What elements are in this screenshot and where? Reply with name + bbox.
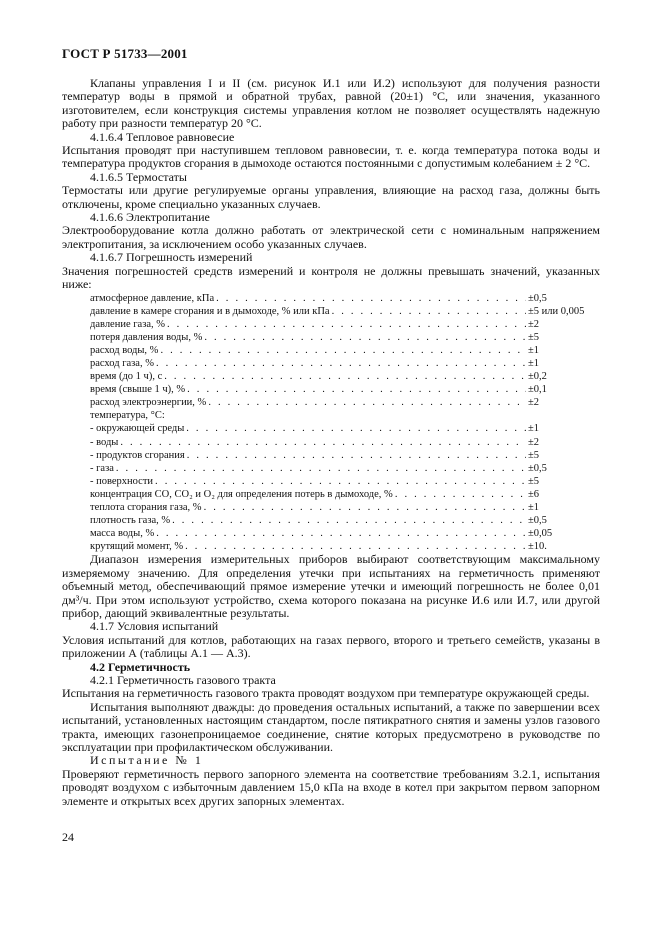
list-item: давление в камере сгорания и в дымоходе, % или кПа . . . ±5 или 0,005 <box>90 305 600 318</box>
paragraph-measurement-error: Значения погрешностей средств измерений и контроля не должны превышать значений, указанных ниже: <box>62 263 600 292</box>
list-item: масса воды, % . . . ±0,05 <box>90 527 600 540</box>
list-item: - поверхности . . . ±5 <box>90 475 600 488</box>
heading-4-1-6-5: 4.1.6.5 Термостаты <box>90 169 187 184</box>
list-item: давление газа, % . . . ±2 <box>90 318 600 331</box>
heading-test-1: Испытание № 1 <box>90 753 204 768</box>
heading-4-1-7: 4.1.7 Условия испытаний <box>90 619 219 634</box>
paragraph-control-valves: Клапаны управления I и II (см. рисунок И.1 или И.2) используют для получения разности температур воды в прямой и обратной трубах, равной (20±1) °С, или значения, указанного изготовителем, если конструкция системы управления котлом не позволяет осуществлять надежную работу при разности температур 20 °С. <box>62 76 600 131</box>
list-item: теплота сгорания газа, % . . . ±1 <box>90 501 600 514</box>
heading-4-2: 4.2 Герметичность <box>90 659 191 674</box>
list-item: - окружающей среды . . . ±1 <box>90 422 600 435</box>
heading-4-1-6-4: 4.1.6.4 Тепловое равновесие <box>90 129 235 144</box>
paragraph-thermostats: Термостаты или другие регулируемые органы управления, влияющие на расход газа, должны быть отключены, кроме специально указанных случаев. <box>62 183 600 211</box>
list-item: атмосферное давление, кПа . . . ±0,5 <box>90 292 600 305</box>
list-item: время (свыше 1 ч), % . . . ±0,1 <box>90 383 600 396</box>
list-item: время (до 1 ч), с . . . ±0,2 <box>90 370 600 383</box>
heading-4-1-6-7: 4.1.6.7 Погрешность измерений <box>90 250 253 265</box>
list-item: температура, °С: <box>90 410 165 422</box>
paragraph-thermal-equilibrium: Испытания проводят при наступившем тепловом равновесии, т. е. когда температура потока воды и температура продуктов сгорания в дымоходе остаются постоянными с допустимым колебанием ± 2 °С. <box>62 143 600 171</box>
list-item: крутящий момент, % . . . ±10. <box>90 540 600 553</box>
paragraph-power-supply: Электрооборудование котла должно работать от электрической сети с номинальным напряжением электропитания, за исключением особо указанных случаев. <box>62 223 600 251</box>
document-header: ГОСТ Р 51733—2001 <box>62 46 188 61</box>
list-item: концентрация CO, CO₂ и O₂ для определения потерь в дымоходе, % . . . ±6 <box>90 488 600 501</box>
heading-4-2-1: 4.2.1 Герметичность газового тракта <box>90 673 276 688</box>
paragraph-test-conditions: Условия испытаний для котлов, работающих на газах первого, второго и третьего семейств, указаны в приложении А (таблицы А.1 — А.3). <box>62 632 600 661</box>
list-item: потеря давления воды, % . . . ±5 <box>90 331 600 344</box>
list-item: - газа . . . ±0,5 <box>90 462 600 475</box>
list-item: - воды . . . ±2 <box>90 436 600 449</box>
list-item: расход электроэнергии, % . . . ±2 <box>90 396 600 409</box>
paragraph-measurement-range: Диапазон измерения измерительных приборов выбирают соответствующим максимальному измеряемому значению. Для определения утечки при испытаниях на герметичность применяют объемный метод, обеспечивающий прямое измерение утечки и имеющий погрешность не более 0,01 дм³/ч. При этом используют устройство, схема которого показана на рисунке И.6 или И.7, или другой прибор, дающий эквивалентные результаты. <box>62 552 600 620</box>
error-list <box>90 292 600 554</box>
list-item: расход воды, % . . . ±1 <box>90 344 600 357</box>
list-item: плотность газа, % . . . ±0,5 <box>90 514 600 527</box>
heading-4-1-6-6: 4.1.6.6 Электропитание <box>90 210 210 225</box>
paragraph-test-1: Проверяют герметичность первого запорного элемента на соответствие требованиям 3.2.1, испытания проводят воздухом с избыточным давлением 15,0 кПа на входе в котел при закрытом первом запорном элементе и открытых всех других запорных элементах. <box>62 766 600 808</box>
list-item: - продуктов сгорания . . . ±5 <box>90 449 600 462</box>
page-content <box>62 77 600 808</box>
paragraph-gas-tightness: Испытания на герметичность газового тракта проводят воздухом при температуре окружающей среды. <box>62 686 590 701</box>
list-item: расход газа, % . . . ±1 <box>90 357 600 370</box>
page-number: 24 <box>62 830 74 844</box>
paragraph-tests-twice: Испытания выполняют дважды: до проведения остальных испытаний, а также по завершении всех испытаний, установленных настоящим стандартом, после пятикратного снятия и замены узлов газового тракта, имеющих газонепроницаемое соединение, снятие которых предусмотрено в руководстве по эксплуатации при профилактическом обслуживании. <box>62 699 600 755</box>
